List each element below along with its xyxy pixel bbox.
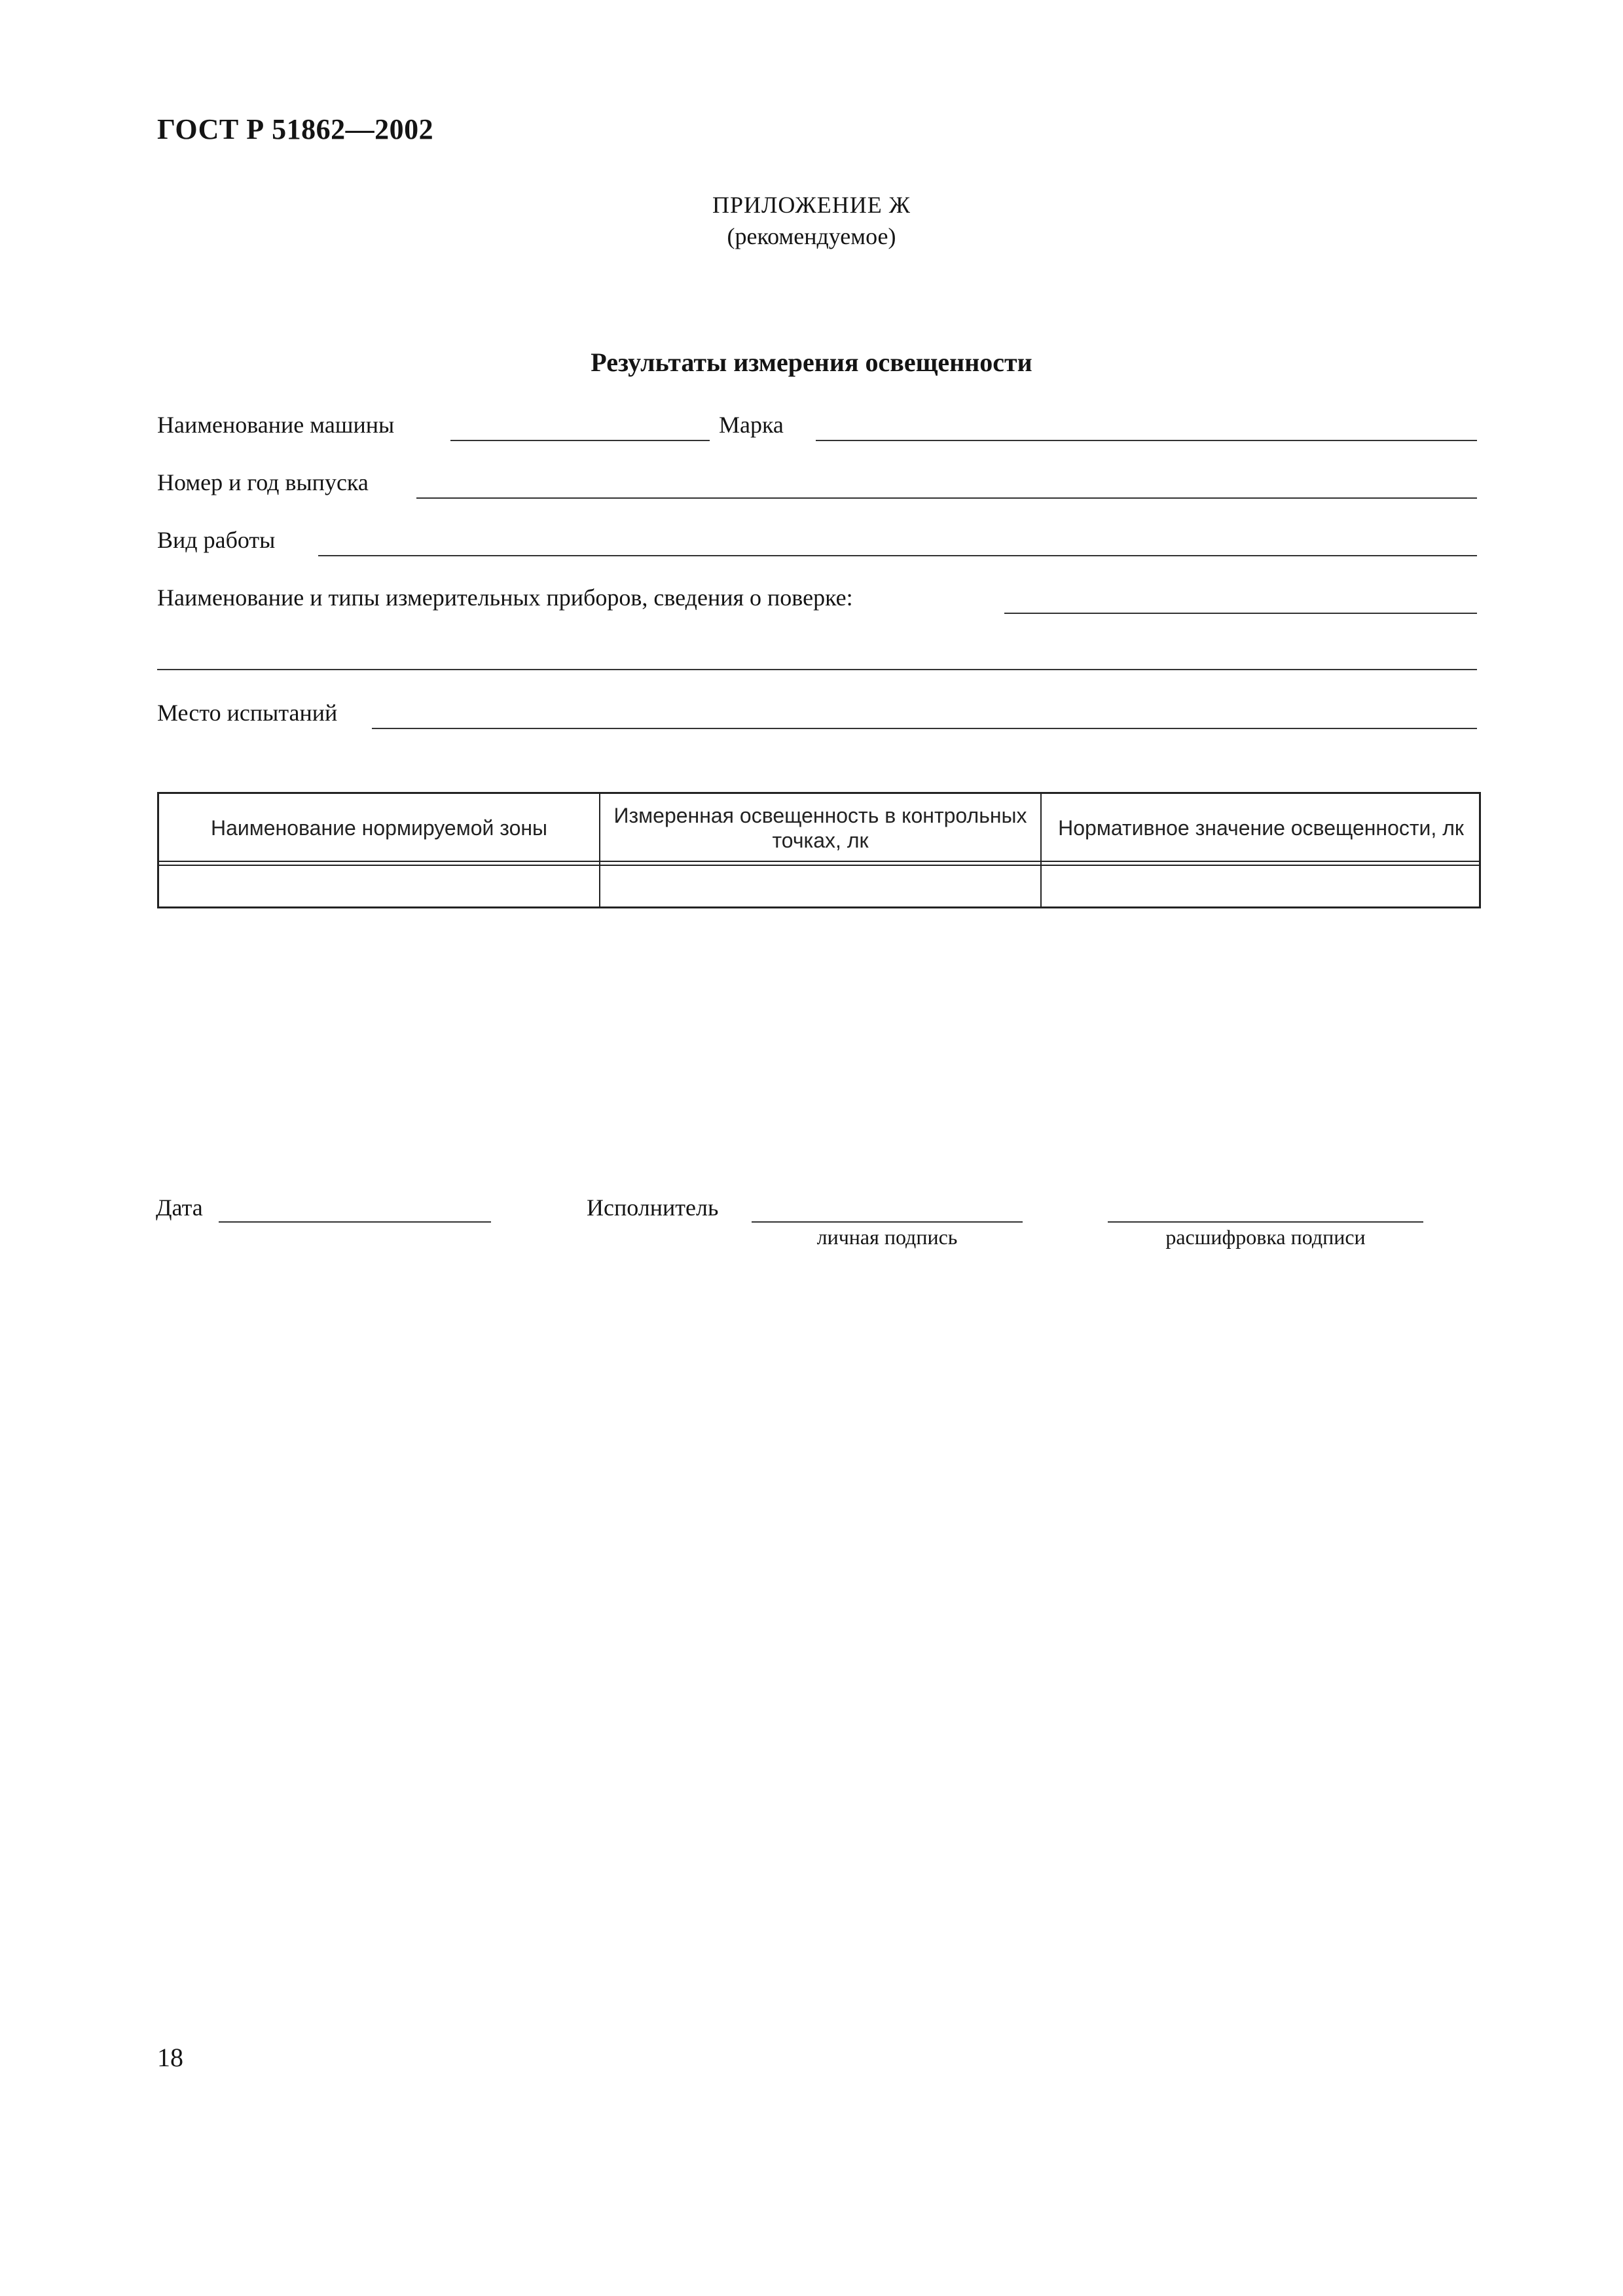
instruments-field[interactable] [1004,613,1477,614]
signature-caption: личная подпись [816,1225,958,1249]
table-cell-zone[interactable] [159,866,599,909]
column-header-zone: Наименование нормируемой зоны [210,816,548,840]
number-year-label: Номер и год выпуска [157,469,369,495]
column-header-normative: Нормативное значение освещенности, лк [1058,816,1464,840]
instruments-label: Наименование и типы измерительных приборов, сведения о поверке: [157,584,853,611]
appendix-status: (рекомендуемое) [727,223,896,249]
date-label: Дата [156,1194,203,1221]
work-type-field[interactable] [318,555,1477,556]
brand-field[interactable] [816,440,1477,441]
machine-name-field[interactable] [450,440,710,441]
test-place-label: Место испытаний [157,700,338,726]
document-code: ГОСТ Р 51862—2002 [157,113,434,145]
signature-field[interactable] [752,1221,1023,1223]
appendix-title: ПРИЛОЖЕНИЕ Ж [712,192,911,218]
date-field[interactable] [219,1221,491,1223]
instruments-field-continued[interactable] [157,669,1477,670]
test-place-field[interactable] [372,728,1477,729]
column-header-measured: Измеренная освещенность в контрольных точках, лк [613,804,1027,852]
page-number: 18 [157,2043,183,2072]
number-year-field[interactable] [416,497,1477,499]
machine-name-label: Наименование машины [157,412,395,438]
signature-transcript-field[interactable] [1108,1221,1423,1223]
table-cell-measured[interactable] [600,866,1040,909]
section-title: Результаты измерения освещенности [591,348,1032,377]
header-divider [159,861,1479,862]
illumination-results-table [157,792,1481,908]
table-cell-normative[interactable] [1042,866,1480,909]
transcript-caption: расшифровка подписи [1165,1225,1366,1249]
work-type-label: Вид работы [157,527,276,553]
brand-label: Марка [719,412,784,438]
performer-label: Исполнитель [587,1194,719,1221]
